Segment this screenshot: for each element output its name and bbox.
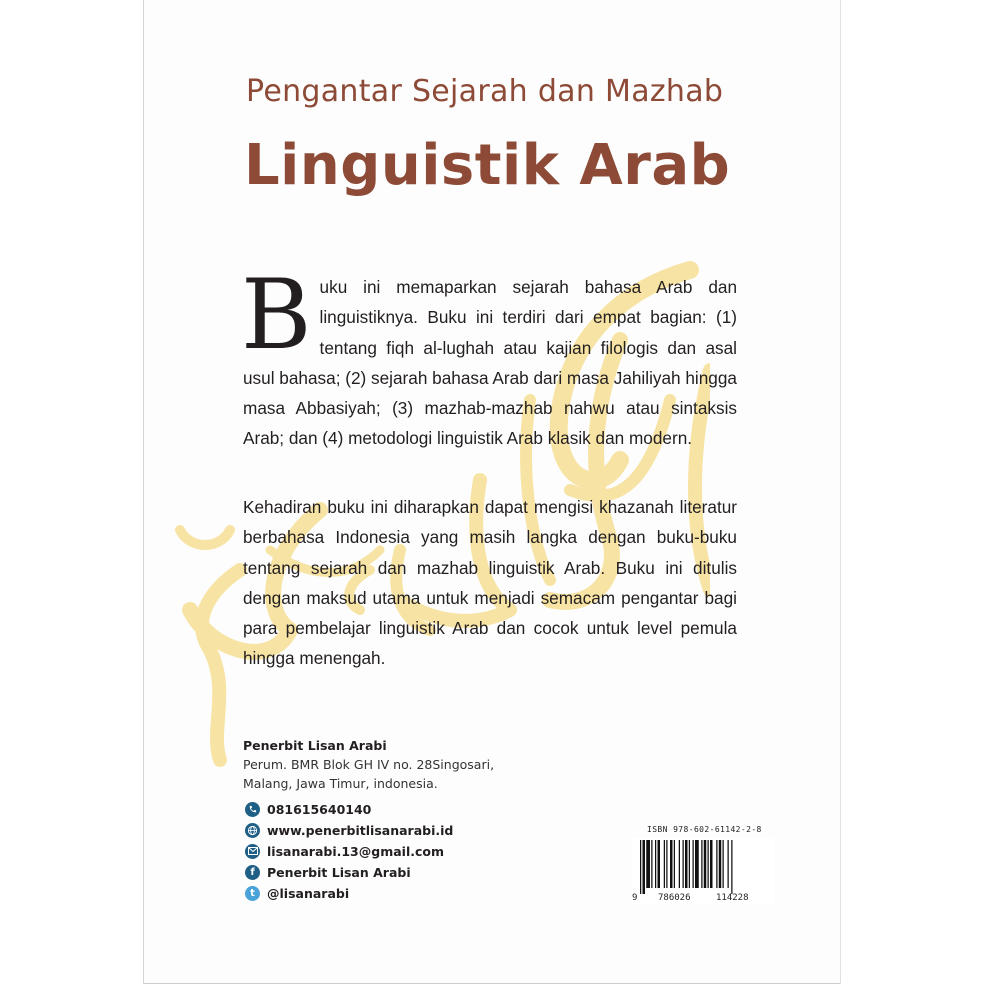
barcode-bar (723, 840, 724, 888)
contact-twitter[interactable] (245, 883, 349, 903)
contact-facebook-text: Penerbit Lisan Arabi (267, 864, 411, 880)
barcode-bar (693, 840, 694, 888)
barcode-bar (674, 840, 675, 888)
barcode-bar (704, 840, 707, 888)
mail-icon (245, 844, 260, 859)
drop-cap: B (241, 259, 312, 371)
contact-website[interactable] (245, 820, 453, 840)
contact-facebook[interactable] (245, 862, 411, 882)
barcode-bar (658, 840, 661, 888)
description-paragraph-2: Kehadiran buku ini diharapkan dapat mengisi khazanah literatur berbahasa Indonesia yang masih langka dengan buku-buku tentang sejarah dan mazhab linguistik Arab. Buku ini ditulis dengan maksud utama untuk menjadi semacam pengantar bagi para pembelajar linguistik Arab dan cocok untuk level pemula hingga menengah. (243, 497, 737, 669)
barcode-bar (655, 840, 656, 888)
title-line-1: Pengantar Sejarah dan Mazhab (246, 74, 724, 109)
publisher-address: Perum. BMR Blok GH IV no. 28Singosari, Malang, Jawa Timur, indonesia. (243, 757, 495, 791)
barcode-bar (728, 840, 729, 888)
barcode-bar (719, 840, 722, 888)
barcode-bar (710, 840, 713, 888)
contact-email[interactable] (245, 841, 444, 861)
barcode-bar (685, 840, 688, 888)
publisher-name: Penerbit Lisan Arabi (243, 738, 387, 753)
facebook-icon: f (245, 865, 260, 880)
barcode-bar (708, 840, 709, 888)
contact-phone[interactable] (245, 799, 371, 819)
barcode-bar (679, 840, 680, 888)
barcode-bar (731, 840, 732, 894)
barcode-bar (664, 840, 665, 888)
barcode-bar (643, 840, 646, 894)
twitter-icon: t (245, 886, 260, 901)
barcode-bar (716, 840, 717, 888)
barcode-bar (695, 840, 699, 888)
contact-website-text: www.penerbitlisanarabi.id (267, 822, 454, 838)
barcode-bar (651, 840, 652, 888)
phone-icon (245, 802, 260, 817)
isbn-label: ISBN 978-602-61142-2-8 (647, 825, 762, 834)
barcode-bar (689, 840, 690, 888)
barcode-bar (666, 840, 667, 888)
barcode-digits-right: 114228 (716, 893, 749, 903)
description-paragraph-1 (241, 259, 737, 454)
barcode-bar (701, 840, 702, 888)
contact-phone-text: 081615640140 (267, 801, 372, 817)
globe-icon (245, 823, 260, 838)
barcode-bar (670, 840, 673, 888)
barcode-bar (640, 840, 641, 894)
isbn-barcode (632, 838, 774, 904)
title-line-2: Linguistik Arab (244, 133, 731, 198)
barcode-digit-first: 9 (632, 893, 638, 903)
paragraph-1-text: uku ini memaparkan sejarah bahasa Arab dan linguistiknya. Buku ini terdiri dari empat bagian: (1) tentang fiqh al-lughah atau kajian filologis dan asal usul bahasa; (2) sejarah bahasa Arab dari masa Jahiliyah hingga masa Abbasiyah; (3) mazhab-mazhab nahwu atau sintaksis Arab; dan (4) metodologi linguistik Arab klasik dan modern. (243, 277, 737, 449)
contact-twitter-text: @lisanarabi (267, 885, 350, 901)
contact-email-text: lisanarabi.13@gmail.com (267, 843, 445, 859)
barcode-bar (646, 840, 650, 888)
barcode-digits-left: 786026 (658, 893, 691, 903)
barcode-bar (683, 840, 684, 888)
barcode-bars (632, 838, 774, 894)
